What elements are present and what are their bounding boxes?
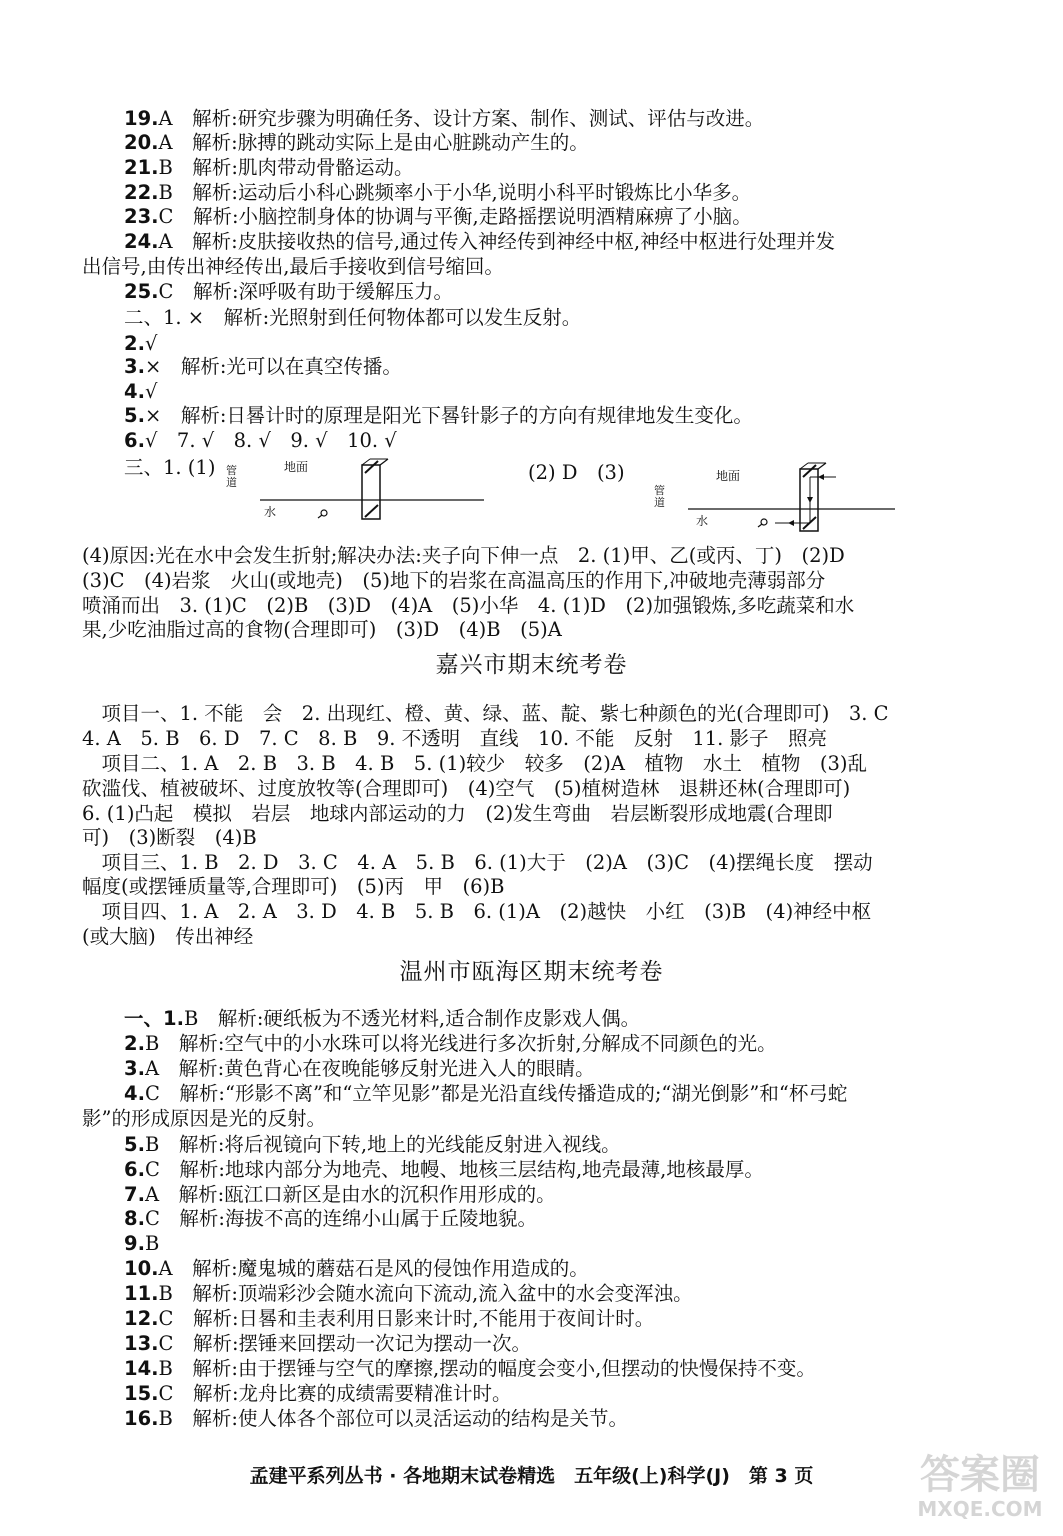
answer-line: 可) (3)断裂 (4)B <box>82 826 257 849</box>
answer-line: 16.B 解析:使人体各个部位可以灵活运动的结构是关节。 <box>124 1407 628 1430</box>
watermark-text: 答案圈 <box>920 1452 1040 1498</box>
answer-line: 5.× 解析:日晷计时的原理是阳光下晷针影子的方向有规律地发生变化。 <box>124 404 753 427</box>
answer-line: 2.B 解析:空气中的小水珠可以将光线进行多次折射,分解成不同颜色的光。 <box>124 1032 777 1055</box>
section3-mid: (2) D (3) <box>528 461 625 484</box>
section-title-wenzhou: 温州市瓯海区期末统考卷 <box>399 959 664 985</box>
watermark-url: MXQE.COM <box>917 1497 1043 1521</box>
answer-line: 项目一、1. 不能 会 2. 出现红、橙、黄、绿、蓝、靛、紫七种颜色的光(合理即可) 3. C <box>82 702 889 725</box>
periscope-figure <box>222 455 490 525</box>
answer-line: 2.√ <box>124 332 158 355</box>
answer-line: 10.A 解析:魔鬼城的蘑菇石是风的侵蚀作用造成的。 <box>124 1257 589 1280</box>
answer-line: 4.C 解析:“形影不离”和“立竿见影”都是光沿直线传播造成的;“湖光倒影”和“杯弓蛇 <box>124 1082 848 1105</box>
pipe-label: 管道 <box>654 484 665 509</box>
answer-line: 影”的形成原因是光的反射。 <box>82 1107 326 1130</box>
answer-line: 二、1. × 解析:光照射到任何物体都可以发生反射。 <box>124 306 582 329</box>
answer-line: 23.C 解析:小脑控制身体的协调与平衡,走路摇摆说明酒精麻痹了小脑。 <box>124 205 752 228</box>
answer-line: 13.C 解析:摆锤来回摆动一次记为摆动一次。 <box>124 1332 532 1355</box>
answer-line: 11.B 解析:顶端彩沙会随水流向下流动,流入盆中的水会变浑浊。 <box>124 1282 693 1305</box>
answer-line: 20.A 解析:脉搏的跳动实际上是由心脏跳动产生的。 <box>124 131 589 154</box>
answer-line: (4)原因:光在水中会发生折射;解决办法:夹子向下伸一点 2. (1)甲、乙(或丙、丁) (2)D <box>82 544 845 567</box>
answer-line: 5.B 解析:将后视镜向下转,地上的光线能反射进入视线。 <box>124 1133 621 1156</box>
periscope-diagram-1 <box>222 455 490 525</box>
answer-line: 4.√ <box>124 380 158 403</box>
answer-line: 出信号,由传出神经传出,最后手接收到信号缩回。 <box>82 255 504 278</box>
answer-line: (或大脑) 传出神经 <box>82 925 254 948</box>
answer-line: 喷涌而出 3. (1)C (2)B (3)D (4)A (5)小华 4. (1)D (2)加强锻炼,多吃蔬菜和水 <box>82 594 855 617</box>
answer-line: 14.B 解析:由于摆锤与空气的摩擦,摆动的幅度会变小,但摆动的快慢保持不变。 <box>124 1357 816 1380</box>
answer-line: 7.A 解析:瓯江口新区是由水的沉积作用形成的。 <box>124 1183 556 1206</box>
answer-line: 项目三、1. B 2. D 3. C 4. A 5. B 6. (1)大于 (2)A (3)C (4)摆绳长度 摆动 <box>82 851 873 874</box>
answer-line: 9.B <box>124 1232 160 1255</box>
answer-line: 幅度(或摆锤质量等,合理即可) (5)丙 甲 (6)B <box>82 875 505 898</box>
answer-line: 8.C 解析:海拔不高的连绵小山属于丘陵地貌。 <box>124 1207 537 1230</box>
answer-line: 一、1.B 解析:硬纸板为不透光材料,适合制作皮影戏人偶。 <box>124 1007 641 1030</box>
ground-label: 地面 <box>284 460 309 474</box>
water-label: 水 <box>696 514 709 528</box>
answer-line: 4. A 5. B 6. D 7. C 8. B 9. 不透明 直线 10. 不能 反射 11. 影子 照亮 <box>82 727 828 750</box>
answer-line: 22.B 解析:运动后小科心跳频率小于小华,说明小科平时锻炼比小华多。 <box>124 181 752 204</box>
answer-line: 6.C 解析:地球内部分为地壳、地幔、地核三层结构,地壳最薄,地核最厚。 <box>124 1158 764 1181</box>
answer-line: 果,少吃油脂过高的食物(合理即可) (3)D (4)B (5)A <box>82 618 562 641</box>
answer-line: 21.B 解析:肌肉带动骨骼运动。 <box>124 156 414 179</box>
page-footer: 孟建平系列丛书 · 各地期末试卷精选 五年级(上)科学(J) 第 3 页 <box>249 1465 814 1487</box>
answer-line: 12.C 解析:日晷和圭表利用日影来计时,不能用于夜间计时。 <box>124 1307 655 1330</box>
water-label: 水 <box>264 505 277 519</box>
section3-lead: 三、1. (1) <box>124 456 216 479</box>
answer-line: 砍滥伐、植被破坏、过度放牧等(合理即可) (4)空气 (5)植树造林 退耕还林(合理即可) <box>82 777 851 800</box>
answer-line: 3.× 解析:光可以在真空传播。 <box>124 355 402 378</box>
answer-line: 3.A 解析:黄色背心在夜晚能够反射光进入人的眼睛。 <box>124 1057 595 1080</box>
periscope-diagram-2 <box>650 455 900 535</box>
answer-line: 项目二、1. A 2. B 3. B 4. B 5. (1)较少 较多 (2)A 植物 水土 植物 (3)乱 <box>82 752 868 775</box>
answer-line: 25.C 解析:深呼吸有助于缓解压力。 <box>124 280 454 303</box>
answer-line: 6.√ 7. √ 8. √ 9. √ 10. √ <box>124 429 397 452</box>
ground-label: 地面 <box>716 469 741 483</box>
answer-line: (3)C (4)岩浆 火山(或地壳) (5)地下的岩浆在高温高压的作用下,冲破地壳薄弱部分 <box>82 569 826 592</box>
answer-line: 6. (1)凸起 模拟 岩层 地球内部运动的力 (2)发生弯曲 岩层断裂形成地震(合理即 <box>82 802 833 825</box>
pipe-label: 管道 <box>226 464 237 489</box>
answer-line: 19.A 解析:研究步骤为明确任务、设计方案、制作、测试、评估与改进。 <box>124 107 765 130</box>
answer-line: 项目四、1. A 2. A 3. D 4. B 5. B 6. (1)A (2)越快 小红 (3)B (4)神经中枢 <box>82 900 872 923</box>
section-title-jiaxing: 嘉兴市期末统考卷 <box>435 652 628 678</box>
answer-line: 15.C 解析:龙舟比赛的成绩需要精准计时。 <box>124 1382 512 1405</box>
watermark-logo <box>905 1452 1055 1532</box>
periscope-figure <box>650 455 900 535</box>
answer-line: 24.A 解析:皮肤接收热的信号,通过传入神经传到神经中枢,神经中枢进行处理并发 <box>124 230 836 253</box>
